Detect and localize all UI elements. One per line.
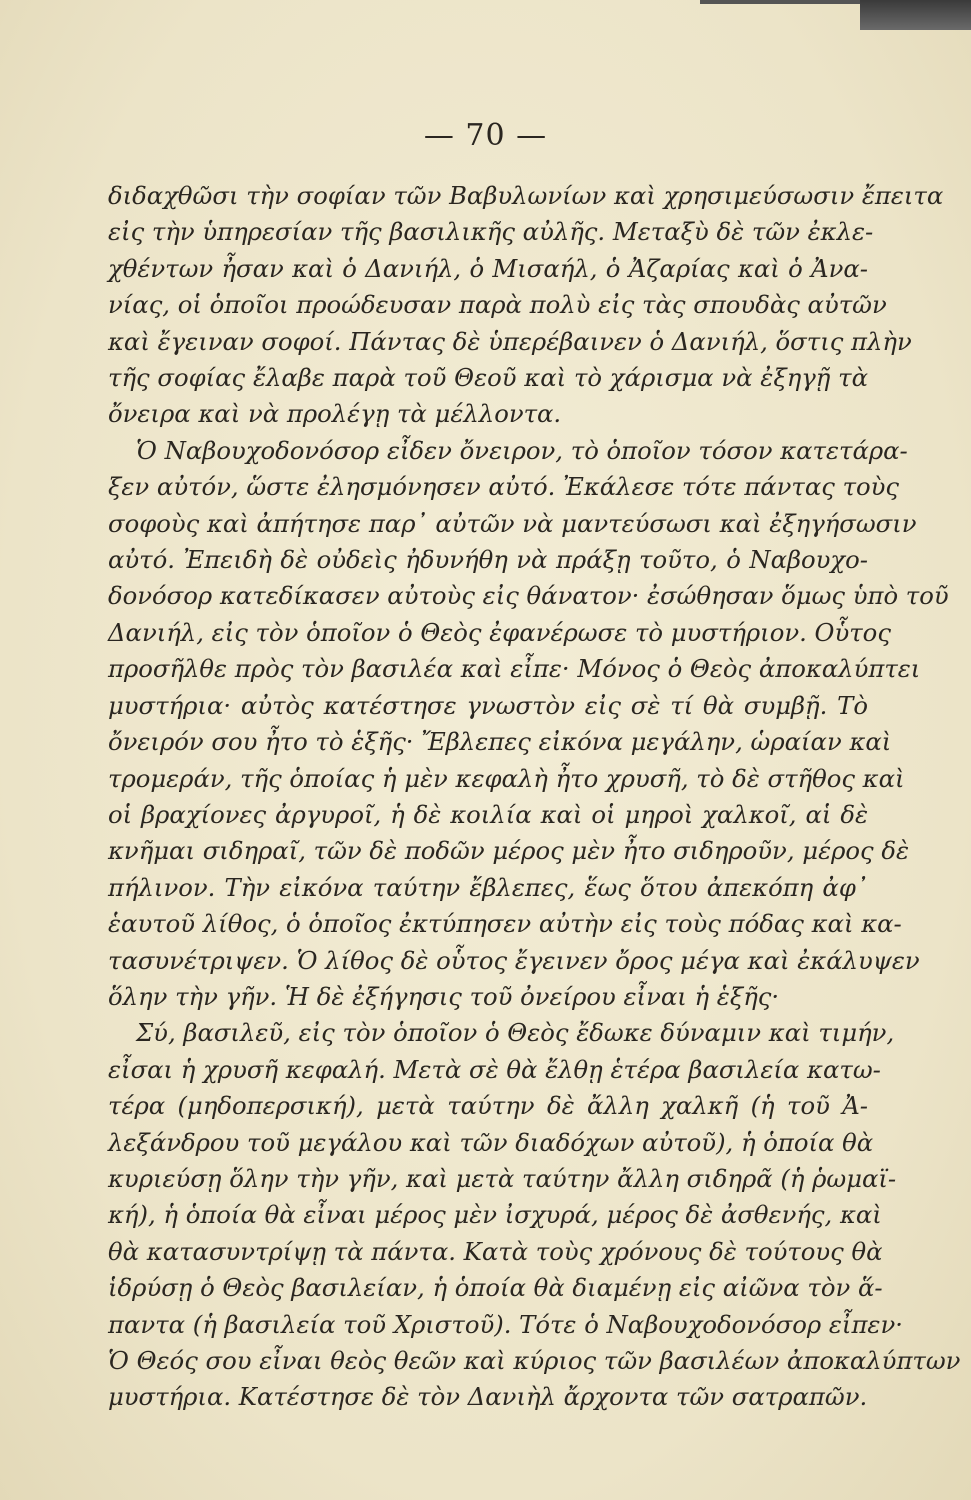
text-line: Σύ, βασιλεῦ, εἰς τὸν ὁποῖον ὁ Θεὸς ἔδωκε δύναμιν καὶ τιμήν,	[136, 1018, 895, 1048]
text-line: κνῆμαι σιδηραῖ, τῶν δὲ ποδῶν μέρος μὲν ἦτο σιδηροῦν, μέρος δὲ	[108, 836, 910, 866]
text-line: προσῆλθε πρὸς τὸν βασιλέα καὶ εἶπε· Μόνος ὁ Θεὸς ἀποκαλύπτει	[108, 654, 921, 684]
text-line: δονόσορ κατεδίκασεν αὐτοὺς εἰς θάνατον· ἐσώθησαν ὅμως ὑπὸ τοῦ	[108, 581, 949, 611]
page-number: — 70 —	[423, 118, 548, 153]
text-line: ἱδρύσῃ ὁ Θεὸς βασιλείαν, ἡ ὁποία θὰ διαμένῃ εἰς αἰῶνα τὸν ἅ-	[108, 1273, 883, 1303]
text-line: κυριεύσῃ ὅλην τὴν γῆν, καὶ μετὰ ταύτην ἄλλη σιδηρᾶ (ἡ ῥωμαϊ-	[108, 1163, 897, 1193]
text-line: ξεν αὐτόν, ὥστε ἐλησμόνησεν αὐτό. Ἐκάλεσε τότε πάντας τοὺς	[108, 472, 900, 502]
text-line: μυστήρια· αὐτὸς κατέστησε γνωστὸν εἰς σὲ τί θὰ συμβῇ. Τὸ	[108, 690, 868, 720]
text-line: ὄνειρα καὶ νὰ προλέγῃ τὰ μέλλοντα.	[108, 399, 562, 429]
text-line: ἑαυτοῦ λίθος, ὁ ὁποῖος ἐκτύπησεν αὐτὴν εἰς τοὺς πόδας καὶ κα-	[108, 909, 902, 939]
body-text	[108, 178, 961, 1416]
text-line: παντα (ἡ βασιλεία τοῦ Χριστοῦ). Τότε ὁ Ναβουχοδονόσορ εἶπεν·	[108, 1309, 903, 1339]
text-line: Ὁ Ναβουχοδονόσορ εἶδεν ὄνειρον, τὸ ὁποῖον τόσον κατετάρα-	[136, 435, 908, 465]
text-line: αὐτό. Ἐπειδὴ δὲ οὐδεὶς ἠδυνήθη νὰ πράξῃ τοῦτο, ὁ Ναβουχο-	[108, 545, 868, 575]
text-line: τῆς σοφίας ἔλαβε παρὰ τοῦ Θεοῦ καὶ τὸ χάρισμα νὰ ἐξηγῇ τὰ	[108, 363, 868, 393]
text-line: τασυνέτριψεν. Ὁ λίθος δὲ οὗτος ἔγεινεν ὄρος μέγα καὶ ἐκάλυψεν	[108, 945, 920, 975]
text-line: οἱ βραχίονες ἀργυροῖ, ἡ δὲ κοιλία καὶ οἱ μηροὶ χαλκοῖ, αἱ δὲ	[108, 799, 868, 829]
text-line: λεξάνδρου τοῦ μεγάλου καὶ τῶν διαδόχων αὐτοῦ), ἡ ὁποία θὰ	[108, 1127, 874, 1157]
text-line: Δανιήλ, εἰς τὸν ὁποῖον ὁ Θεὸς ἐφανέρωσε τὸ μυστήριον. Οὗτος	[108, 617, 891, 647]
text-line: διδαχθῶσι τὴν σοφίαν τῶν Βαβυλωνίων καὶ χρησιμεύσωσιν ἔπειτα	[108, 181, 944, 210]
text-line: ὅλην τὴν γῆν. Ἡ δὲ ἐξήγησις τοῦ ὀνείρου εἶναι ἡ ἑξῆς·	[108, 981, 780, 1011]
text-line: εἶσαι ἡ χρυσῆ κεφαλή. Μετὰ σὲ θὰ ἔλθῃ ἑτέρα βασιλεία κατω-	[108, 1054, 881, 1084]
text-line: θὰ κατασυντρίψῃ τὰ πάντα. Κατὰ τοὺς χρόνους δὲ τούτους θὰ	[108, 1236, 883, 1266]
text-line: νίας, οἱ ὁποῖοι προώδευσαν παρὰ πολὺ εἰς τὰς σπουδὰς αὐτῶν	[108, 290, 887, 320]
binding-edge	[860, 0, 971, 30]
text-line: εἰς τὴν ὑπηρεσίαν τῆς βασιλικῆς αὐλῆς. Μεταξὺ δὲ τῶν ἐκλε-	[108, 217, 874, 247]
text-line: χθέντων ἦσαν καὶ ὁ Δανιήλ, ὁ Μισαήλ, ὁ Ἀζαρίας καὶ ὁ Ἀνα-	[108, 253, 868, 283]
text-line: κή), ἡ ὁποία θὰ εἶναι μέρος μὲν ἰσχυρά, μέρος δὲ ἀσθενής, καὶ	[108, 1200, 882, 1230]
text-line: τρομεράν, τῆς ὁποίας ἡ μὲν κεφαλὴ ἦτο χρυσῆ, τὸ δὲ στῆθος καὶ	[108, 763, 905, 793]
text-line: ὄνειρόν σου ἦτο τὸ ἑξῆς· Ἔβλεπες εἰκόνα μεγάλην, ὡραίαν καὶ	[108, 727, 892, 757]
text-line: καὶ ἔγειναν σοφοί. Πάντας δὲ ὑπερέβαινεν ὁ Δανιήλ, ὅστις πλὴν	[108, 326, 912, 356]
text-line: πήλινον. Τὴν εἰκόνα ταύτην ἔβλεπες, ἕως ὅτου ἀπεκόπη ἀφ᾽	[108, 872, 868, 902]
text-line: μυστήρια. Κατέστησε δὲ τὸν Δανιὴλ ἄρχοντα τῶν σατραπῶν.	[108, 1382, 868, 1412]
text-line: Ὁ Θεός σου εἶναι θεὸς θεῶν καὶ κύριος τῶν βασιλέων ἀποκαλύπτων	[108, 1346, 961, 1375]
text-line: τέρα (μηδοπερσική), μετὰ ταύτην δὲ ἄλλη χαλκῆ (ἡ τοῦ Ἀ-	[108, 1091, 868, 1121]
text-line: σοφοὺς καὶ ἀπήτησε παρ᾽ αὐτῶν νὰ μαντεύσωσι καὶ ἐξηγήσωσιν	[108, 508, 917, 538]
